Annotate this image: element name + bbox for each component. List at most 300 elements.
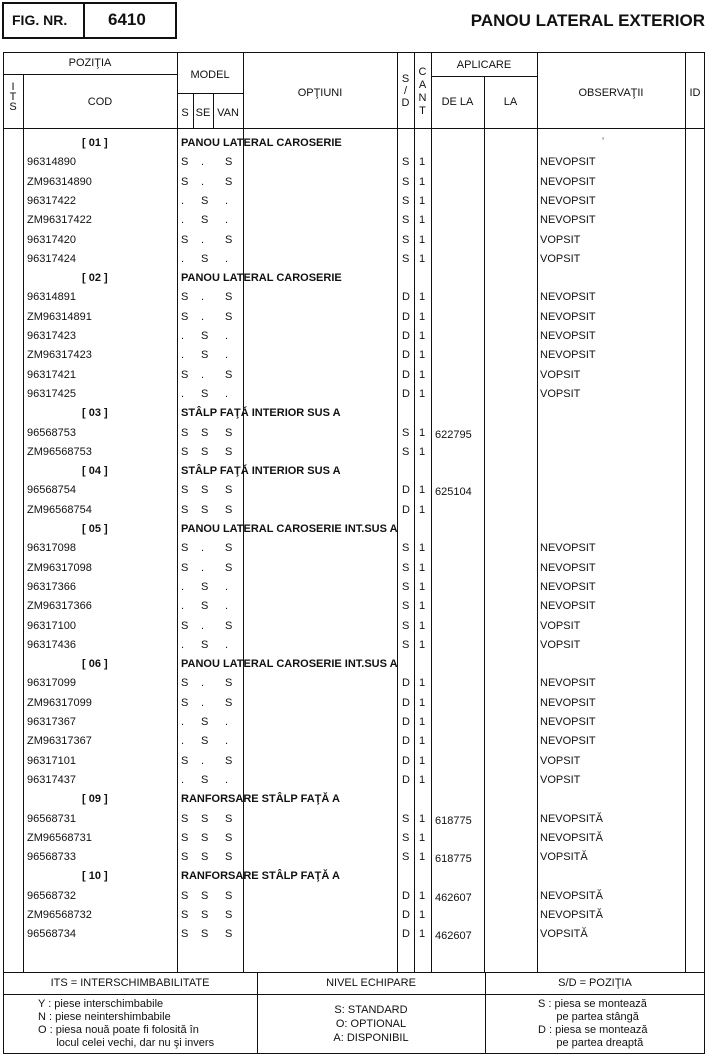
- side: D: [402, 503, 410, 516]
- model-se: S: [201, 252, 209, 265]
- part-code: ZM96568754: [27, 503, 92, 516]
- quantity: 1: [419, 928, 426, 941]
- model-se: .: [201, 696, 205, 709]
- model-van: .: [225, 735, 229, 748]
- model-van: S: [225, 928, 233, 941]
- part-code: 96317366: [27, 580, 76, 593]
- observation: VOPSITĂ: [540, 851, 588, 864]
- quantity: 1: [419, 445, 426, 458]
- header-cod: COD: [87, 96, 113, 108]
- part-code: 96317100: [27, 619, 76, 632]
- model-s: S: [181, 484, 189, 497]
- header-model-s: S: [181, 107, 189, 119]
- table-row: [0, 597, 707, 616]
- observation: NEVOPSIT: [540, 194, 596, 207]
- model-s: S: [181, 909, 189, 921]
- table-row: [0, 366, 707, 385]
- observation: VOPSIT: [540, 638, 581, 651]
- position-number: [ 04 ]: [82, 465, 108, 478]
- group-header-row: [0, 462, 707, 481]
- quantity: 1: [419, 600, 426, 613]
- table-row: [0, 713, 707, 732]
- model-s: S: [181, 368, 189, 381]
- model-se: .: [201, 677, 205, 690]
- model-se: S: [201, 909, 209, 921]
- model-se: S: [201, 851, 209, 864]
- side: S: [402, 156, 410, 169]
- header-cant: C A N T: [418, 66, 427, 117]
- model-se: S: [201, 330, 209, 342]
- group-title: RANFORSARE STÂLP FAŢĂ A: [181, 793, 340, 806]
- observation: VOPSIT: [540, 773, 581, 786]
- model-van: .: [225, 330, 229, 342]
- header-model: MODEL: [190, 69, 230, 81]
- model-van: S: [225, 812, 233, 825]
- observation: NEVOPSIT: [540, 291, 596, 304]
- observation: NEVOPSIT: [540, 214, 596, 227]
- part-code: 96317420: [27, 233, 76, 246]
- table-row: [0, 906, 707, 925]
- group-header-row: [0, 520, 707, 539]
- side: D: [402, 349, 410, 362]
- quantity: 1: [419, 561, 426, 574]
- model-s: .: [181, 773, 185, 786]
- model-se: S: [201, 735, 209, 748]
- model-se: S: [201, 349, 209, 362]
- model-s: S: [181, 677, 189, 690]
- model-se: .: [201, 156, 205, 169]
- group-title: PANOU LATERAL CAROSERIE INT.SUS A: [181, 658, 398, 671]
- legend-its-line: Y : piese interschimbabile: [38, 998, 164, 1010]
- observation: NEVOPSIT: [540, 330, 596, 342]
- model-van: .: [225, 194, 229, 207]
- model-van: S: [225, 851, 233, 864]
- part-code: 96568734: [27, 928, 76, 941]
- model-se: S: [201, 580, 209, 593]
- model-s: S: [181, 503, 189, 516]
- model-s: S: [181, 812, 189, 825]
- quantity: 1: [419, 773, 426, 786]
- part-code: ZM96317099: [27, 696, 92, 709]
- model-se: .: [201, 542, 205, 555]
- quantity: 1: [419, 909, 426, 921]
- table-row: [0, 501, 707, 520]
- quantity: 1: [419, 175, 426, 188]
- legend-its-line: N : piese neintershimbabile: [38, 1011, 171, 1023]
- table-row: [0, 346, 707, 365]
- model-se: S: [201, 426, 209, 439]
- side: S: [402, 445, 410, 458]
- model-se: .: [201, 561, 205, 574]
- model-s: .: [181, 580, 185, 593]
- model-s: .: [181, 330, 185, 342]
- model-van: .: [225, 773, 229, 786]
- model-se: S: [201, 831, 209, 844]
- header-observatii: OBSERVAŢII: [578, 87, 644, 99]
- model-s: S: [181, 561, 189, 574]
- observation: NEVOPSIT: [540, 600, 596, 613]
- quantity: 1: [419, 831, 426, 844]
- observation: VOPSIT: [540, 387, 581, 400]
- model-s: S: [181, 445, 189, 458]
- quantity: 1: [419, 310, 426, 323]
- model-s: S: [181, 310, 189, 323]
- header-de-la: DE LA: [441, 96, 474, 108]
- model-s: S: [181, 754, 189, 767]
- quantity: 1: [419, 426, 426, 439]
- quantity: 1: [419, 330, 426, 342]
- position-number: [ 01 ]: [82, 137, 108, 149]
- observation: NEVOPSIT: [540, 156, 596, 169]
- part-code: 96317421: [27, 368, 76, 381]
- model-se: .: [201, 619, 205, 632]
- model-s: S: [181, 156, 189, 169]
- table-row: [0, 732, 707, 751]
- table-row: [0, 539, 707, 558]
- side: S: [402, 214, 410, 227]
- applicable-from: 462607: [435, 891, 472, 904]
- quantity: 1: [419, 696, 426, 709]
- observation: NEVOPSIT: [540, 696, 596, 709]
- model-se: .: [201, 310, 205, 323]
- table-row: [0, 810, 707, 829]
- model-se: S: [201, 600, 209, 613]
- model-van: S: [225, 175, 233, 188]
- group-header-row: [0, 790, 707, 809]
- quantity: 1: [419, 754, 426, 767]
- observation: NEVOPSIT: [540, 561, 596, 574]
- model-van: S: [225, 503, 233, 516]
- part-code: ZM96317367: [27, 735, 92, 748]
- observation: VOPSIT: [540, 233, 581, 246]
- model-s: S: [181, 233, 189, 246]
- page-title: PANOU LATERAL EXTERIOR: [470, 11, 705, 30]
- table-row: [0, 211, 707, 230]
- model-s: .: [181, 387, 185, 400]
- applicable-from: 618775: [435, 853, 472, 866]
- fig-number: 6410: [108, 10, 146, 29]
- part-code: 96314891: [27, 291, 76, 304]
- side: S: [402, 600, 410, 613]
- side: S: [402, 851, 410, 864]
- model-van: S: [225, 426, 233, 439]
- legend-its-line: O : piesa nouă poate fi folosită în: [38, 1024, 199, 1036]
- model-s: S: [181, 831, 189, 844]
- legend-sd-line: S : piesa se montează: [538, 998, 647, 1010]
- legend-title-line: [3, 994, 705, 995]
- table-row: [0, 153, 707, 172]
- part-code: 96317424: [27, 252, 76, 265]
- header-aplicare: APLICARE: [456, 59, 512, 71]
- quantity: 1: [419, 619, 426, 632]
- model-van: .: [225, 252, 229, 265]
- observation: NEVOPSITĂ: [540, 909, 603, 921]
- observation: VOPSIT: [540, 368, 581, 381]
- model-s: S: [181, 426, 189, 439]
- header-sd: S / D: [401, 73, 410, 109]
- part-code: 96568733: [27, 851, 76, 864]
- table-row: [0, 424, 707, 443]
- group-title: STÂLP FAŢĂ INTERIOR SUS A: [181, 407, 341, 420]
- side: S: [402, 580, 410, 593]
- legend-sd-title: S/D = POZIŢIA: [558, 977, 632, 989]
- legend-top-line: [3, 972, 705, 973]
- model-van: S: [225, 696, 233, 709]
- model-van: S: [225, 889, 233, 902]
- part-code: 96314890: [27, 156, 76, 169]
- group-header-row: [0, 404, 707, 423]
- side: D: [402, 330, 410, 342]
- applicable-from: 625104: [435, 486, 472, 499]
- observation: VOPSITĂ: [540, 928, 588, 941]
- table-row: [0, 481, 707, 500]
- table-row: [0, 829, 707, 848]
- quantity: 1: [419, 387, 426, 400]
- table-row: [0, 327, 707, 346]
- quantity: 1: [419, 677, 426, 690]
- header-optiuni: OPŢIUNI: [297, 87, 343, 99]
- table-row: [0, 752, 707, 771]
- model-van: S: [225, 619, 233, 632]
- header-line-model: [177, 93, 243, 94]
- observation: NEVOPSIT: [540, 735, 596, 748]
- quantity: 1: [419, 349, 426, 362]
- fig-label: FIG. NR.: [12, 12, 68, 28]
- quantity: 1: [419, 638, 426, 651]
- table-row: [0, 636, 707, 655]
- model-s: .: [181, 600, 185, 613]
- model-van: .: [225, 580, 229, 593]
- side: D: [402, 735, 410, 748]
- side: D: [402, 889, 410, 902]
- part-code: 96568731: [27, 812, 76, 825]
- applicable-from: 462607: [435, 930, 472, 943]
- side: S: [402, 426, 410, 439]
- observation: NEVOPSIT: [540, 175, 596, 188]
- model-se: S: [201, 812, 209, 825]
- model-s: S: [181, 889, 189, 902]
- model-s: S: [181, 851, 189, 864]
- group-header-row: [0, 134, 707, 153]
- part-code: 96317422: [27, 194, 76, 207]
- quantity: 1: [419, 214, 426, 227]
- quantity: 1: [419, 252, 426, 265]
- legend-sd-line: D : piesa se montează: [538, 1024, 648, 1036]
- part-code: ZM96314891: [27, 310, 92, 323]
- observation: NEVOPSIT: [540, 310, 596, 323]
- model-van: .: [225, 349, 229, 362]
- model-s: S: [181, 928, 189, 941]
- table-row: [0, 617, 707, 636]
- model-se: S: [201, 484, 209, 497]
- model-s: S: [181, 696, 189, 709]
- model-se: S: [201, 716, 209, 728]
- part-code: 96317436: [27, 638, 76, 651]
- quantity: 1: [419, 851, 426, 864]
- table-row: [0, 559, 707, 578]
- group-title: RANFORSARE STÂLP FAŢĂ A: [181, 870, 340, 883]
- model-se: S: [201, 928, 209, 941]
- model-se: S: [201, 387, 209, 400]
- model-se: S: [201, 214, 209, 227]
- part-code: 96568753: [27, 426, 76, 439]
- model-s: .: [181, 638, 185, 651]
- quantity: 1: [419, 368, 426, 381]
- quantity: 1: [419, 542, 426, 555]
- quantity: 1: [419, 291, 426, 304]
- side: D: [402, 754, 410, 767]
- side: D: [402, 773, 410, 786]
- side: D: [402, 928, 410, 941]
- legend-nivel-line: O: OPTIONAL: [335, 1018, 407, 1030]
- quantity: 1: [419, 889, 426, 902]
- position-number: [ 06 ]: [82, 658, 108, 671]
- side: S: [402, 233, 410, 246]
- group-title: STÂLP FAŢĂ INTERIOR SUS A: [181, 465, 341, 478]
- quantity: 1: [419, 735, 426, 748]
- table-row: [0, 925, 707, 944]
- applicable-from: 618775: [435, 814, 472, 827]
- part-code: 96317098: [27, 542, 76, 555]
- model-s: S: [181, 542, 189, 555]
- model-van: S: [225, 156, 233, 169]
- model-s: S: [181, 291, 189, 304]
- group-header-row: [0, 269, 707, 288]
- part-code: ZM96568753: [27, 445, 92, 458]
- quantity: 1: [419, 233, 426, 246]
- quantity: 1: [419, 484, 426, 497]
- model-van: S: [225, 831, 233, 844]
- observation: NEVOPSIT: [540, 542, 596, 555]
- group-title: PANOU LATERAL CAROSERIE: [181, 137, 342, 149]
- side: D: [402, 677, 410, 690]
- quantity: 1: [419, 812, 426, 825]
- side: S: [402, 194, 410, 207]
- legend-nivel-line: S: STANDARD: [334, 1004, 408, 1016]
- side: S: [402, 561, 410, 574]
- part-code: 96568754: [27, 484, 76, 497]
- header-pozitia: POZIŢIA: [68, 57, 112, 69]
- part-code: ZM96568731: [27, 831, 92, 844]
- model-se: .: [201, 754, 205, 767]
- model-se: S: [201, 773, 209, 786]
- table-row: [0, 848, 707, 867]
- side: D: [402, 484, 410, 497]
- position-number: [ 09 ]: [82, 793, 108, 806]
- part-code: 96317423: [27, 330, 76, 342]
- group-title: PANOU LATERAL CAROSERIE: [181, 272, 342, 285]
- table-row: [0, 771, 707, 790]
- legend-sd-line: pe partea dreaptă: [538, 1037, 644, 1049]
- side: S: [402, 638, 410, 651]
- model-se: .: [201, 368, 205, 381]
- group-header-row: [0, 867, 707, 886]
- model-van: .: [225, 387, 229, 400]
- quantity: 1: [419, 580, 426, 593]
- table-row: [0, 578, 707, 597]
- part-code: ZM96568732: [27, 909, 92, 921]
- model-van: S: [225, 561, 233, 574]
- position-number: [ 10 ]: [82, 870, 108, 883]
- model-van: S: [225, 310, 233, 323]
- model-van: S: [225, 445, 233, 458]
- part-code: 96317425: [27, 387, 76, 400]
- model-s: .: [181, 716, 185, 728]
- applicable-from: 622795: [435, 428, 472, 441]
- model-se: S: [201, 889, 209, 902]
- model-s: S: [181, 619, 189, 632]
- model-se: .: [201, 233, 205, 246]
- side: D: [402, 696, 410, 709]
- model-s: .: [181, 349, 185, 362]
- legend-its-title: ITS = INTERSCHIMBABILITATE: [50, 977, 210, 989]
- observation: NEVOPSIT: [540, 716, 596, 728]
- side: D: [402, 909, 410, 921]
- side: S: [402, 252, 410, 265]
- part-code: ZM96317423: [27, 349, 92, 362]
- model-s: .: [181, 252, 185, 265]
- observation: NEVOPSIT: [540, 580, 596, 593]
- side: S: [402, 542, 410, 555]
- model-van: .: [225, 638, 229, 651]
- table-row: [0, 288, 707, 307]
- part-code: ZM96314890: [27, 175, 92, 188]
- observation: NEVOPSITĂ: [540, 812, 603, 825]
- side: D: [402, 291, 410, 304]
- side: D: [402, 716, 410, 728]
- legend-sd-line: pe partea stângă: [538, 1011, 639, 1023]
- part-code: 96317437: [27, 773, 76, 786]
- quantity: 1: [419, 716, 426, 728]
- header-model-van: VAN: [217, 107, 239, 119]
- model-van: .: [225, 600, 229, 613]
- quantity: 1: [419, 503, 426, 516]
- model-se: .: [201, 175, 205, 188]
- side: S: [402, 619, 410, 632]
- model-s: .: [181, 194, 185, 207]
- observation: NEVOPSITĂ: [540, 831, 603, 844]
- position-number: [ 05 ]: [82, 523, 108, 535]
- model-van: S: [225, 233, 233, 246]
- model-s: .: [181, 214, 185, 227]
- table-row: [0, 674, 707, 693]
- table-row: [0, 385, 707, 404]
- side: D: [402, 387, 410, 400]
- part-code: 96317367: [27, 716, 76, 728]
- model-van: S: [225, 368, 233, 381]
- model-van: S: [225, 677, 233, 690]
- side: S: [402, 831, 410, 844]
- model-s: S: [181, 175, 189, 188]
- model-se: S: [201, 194, 209, 207]
- model-van: S: [225, 291, 233, 304]
- header-id: ID: [689, 87, 701, 99]
- model-se: S: [201, 638, 209, 651]
- table-row: [0, 443, 707, 462]
- table-row: [0, 308, 707, 327]
- table-row: [0, 694, 707, 713]
- table-row: [0, 192, 707, 211]
- model-se: S: [201, 445, 209, 458]
- side: S: [402, 812, 410, 825]
- legend-its-line: locul celei vechi, dar nu şi invers: [38, 1037, 215, 1049]
- part-code: 96317101: [27, 754, 76, 767]
- legend-nivel-title: NIVEL ECHIPARE: [326, 977, 416, 989]
- model-van: S: [225, 754, 233, 767]
- part-code: ZM96317366: [27, 600, 92, 613]
- observation: NEVOPSIT: [540, 677, 596, 690]
- part-code: ZM96317098: [27, 561, 92, 574]
